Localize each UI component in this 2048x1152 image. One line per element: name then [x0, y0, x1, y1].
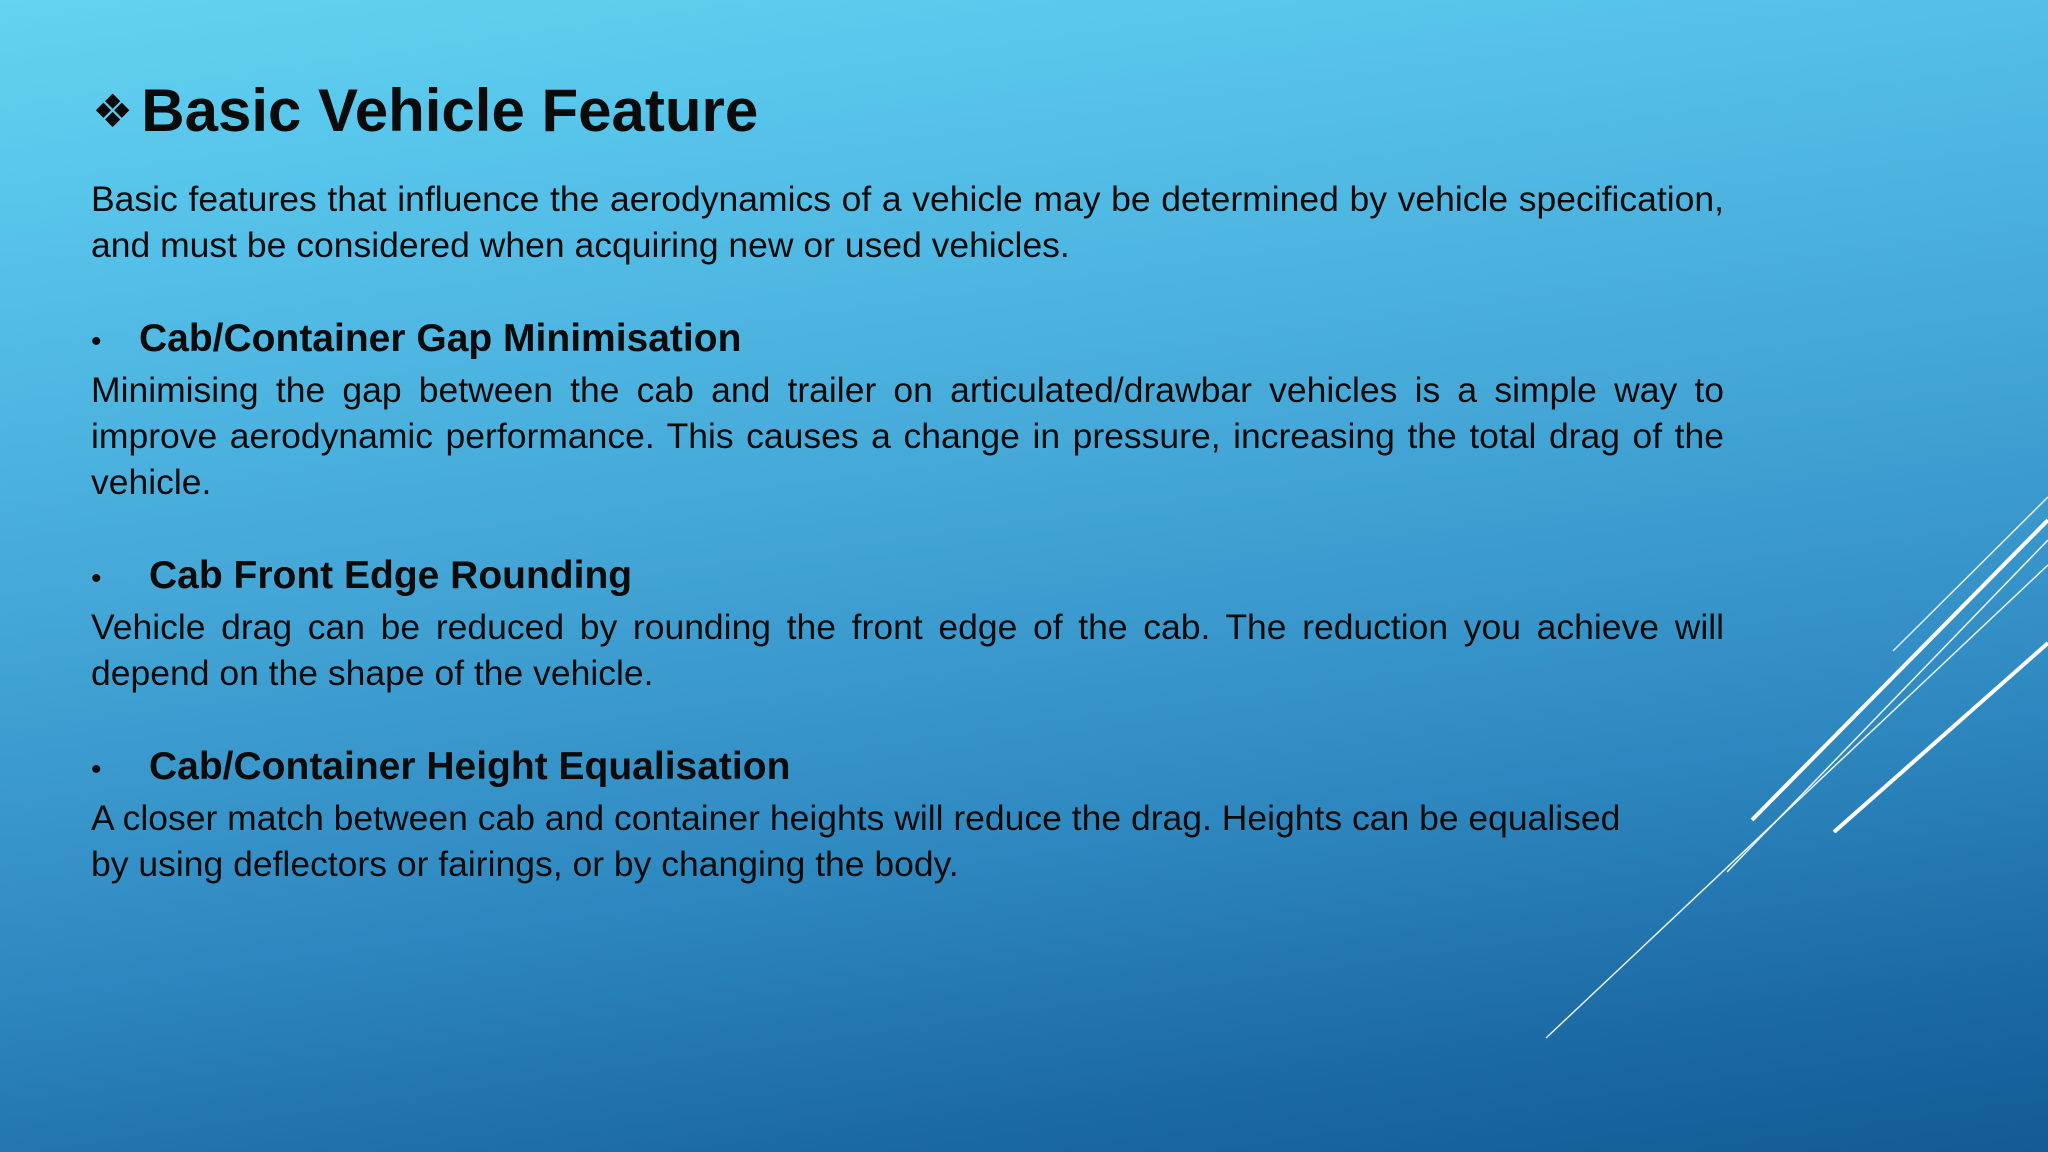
section-heading-text: Cab Front Edge Rounding — [149, 554, 633, 597]
section-body: A closer match between cab and container heights will reduce the drag. Heights can be equalised by using deflectors or fairings, or by changing the body. — [91, 798, 1621, 884]
section-front-edge-rounding — [91, 551, 1724, 696]
section-heading-text: Cab/Container Height Equalisation — [149, 745, 791, 788]
diamond-fleuron-icon: ❖ — [92, 84, 134, 138]
deco-line-3 — [1727, 540, 2048, 872]
section-heading-text: Cab/Container Gap Minimisation — [139, 317, 742, 360]
deco-line-4 — [1834, 643, 2048, 832]
section-heading — [91, 314, 1724, 367]
slide-title: Basic Vehicle Feature — [141, 77, 759, 144]
intro-paragraph: Basic features that influence the aerodynamics of a vehicle may be determined by vehicle specification, and must be considered when acquiring new or used vehicles. — [91, 179, 1724, 265]
title-row — [92, 76, 758, 146]
slide-content — [91, 176, 1724, 933]
bullet-icon: • — [91, 325, 102, 358]
section-body: Vehicle drag can be reduced by rounding the front edge of the cab. The reduction you achieve will depend on the shape of the vehicle. — [91, 607, 1724, 693]
deco-line-5 — [1893, 497, 2048, 651]
section-heading — [91, 551, 1724, 604]
bullet-icon: • — [91, 753, 102, 786]
bullet-icon: • — [91, 562, 102, 595]
section-heading — [91, 742, 1724, 795]
section-height-equalisation — [91, 742, 1724, 887]
section-gap-minimisation — [91, 314, 1724, 505]
section-body: Minimising the gap between the cab and trailer on articulated/drawbar vehicles is a simple way to improve aerodynamic performance. This causes a change in pressure, increasing the total drag of the vehicle. — [91, 370, 1724, 502]
